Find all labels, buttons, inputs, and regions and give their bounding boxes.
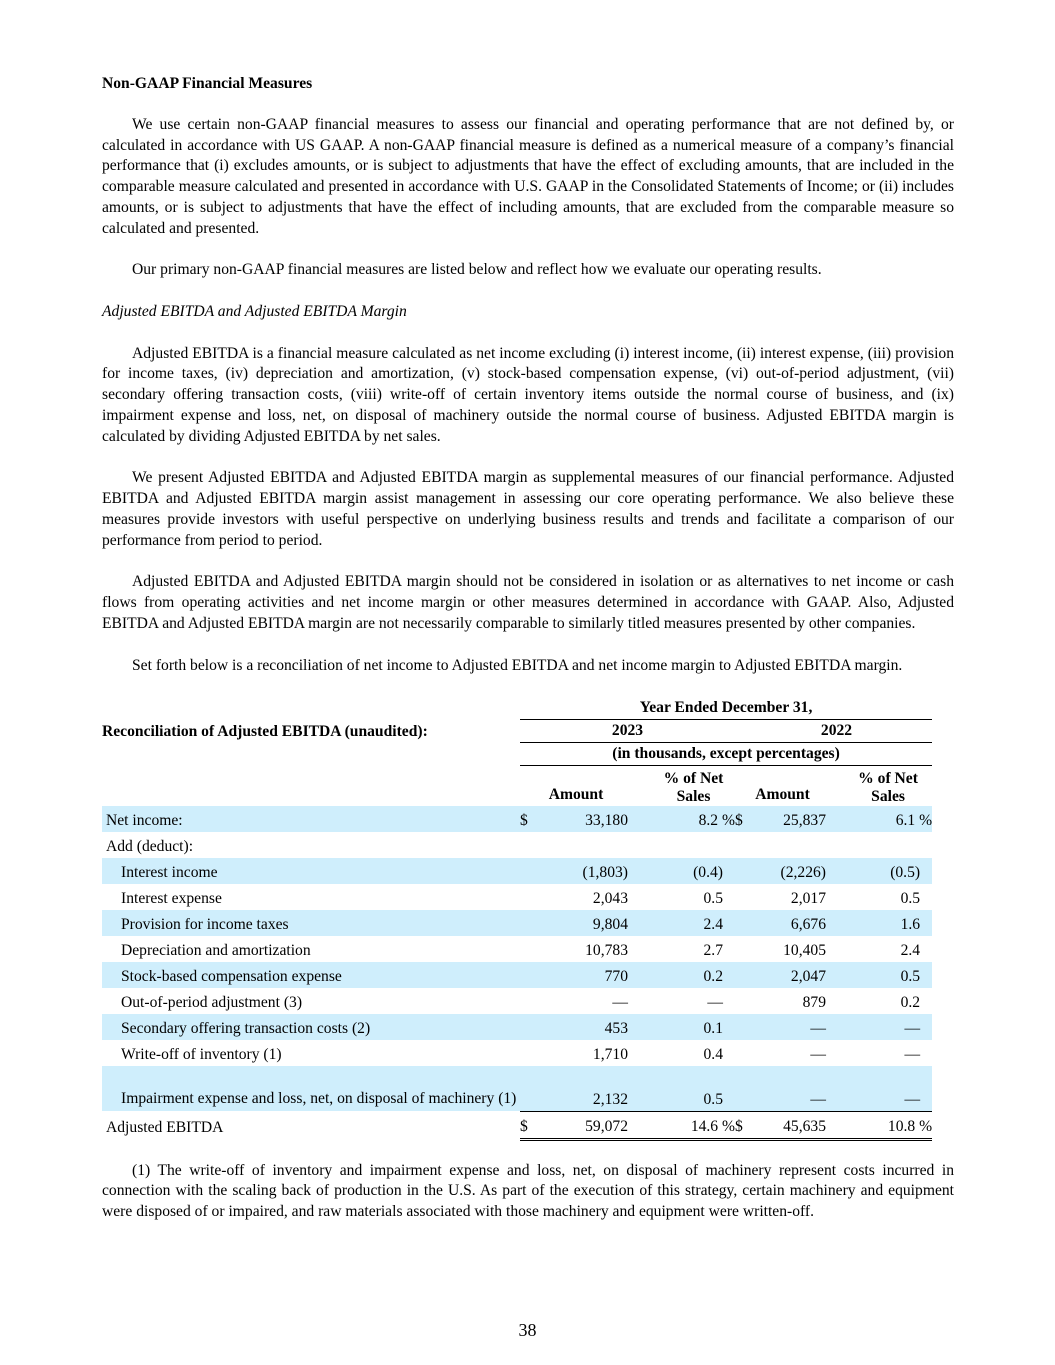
cell-p2: 2.4 bbox=[900, 942, 921, 960]
cell-p2: 6.1 % bbox=[830, 806, 932, 832]
cell-p2: (0.5) bbox=[830, 858, 932, 884]
cell-a2: — bbox=[755, 1066, 830, 1111]
cell-a1 bbox=[542, 832, 632, 858]
cell-d1 bbox=[520, 910, 542, 936]
cell-d2: $ bbox=[735, 1111, 755, 1139]
cell-p2: 1.6 bbox=[830, 910, 932, 936]
row-label: Impairment expense and loss, net, on disposal of machinery (1) bbox=[102, 1066, 520, 1111]
cell-p2: — bbox=[830, 1014, 932, 1040]
cell-d2 bbox=[735, 884, 755, 910]
cell-d1 bbox=[520, 1040, 542, 1066]
paragraph: Our primary non-GAAP financial measures are listed below and reflect how we evaluate our operating results. bbox=[132, 261, 822, 279]
row-label: Secondary offering transaction costs (2) bbox=[102, 1014, 520, 1040]
cell-p1: 0.4 bbox=[703, 1046, 723, 1064]
cell-d1 bbox=[520, 858, 542, 884]
pct-header: % of Net Sales bbox=[663, 770, 724, 806]
cell-a2: 45,635 bbox=[755, 1111, 830, 1139]
table-title: Reconciliation of Adjusted EBITDA (unaudited): bbox=[102, 722, 428, 740]
cell-a1: 10,783 bbox=[585, 942, 628, 960]
pct-header: % of Net Sales bbox=[858, 770, 918, 806]
cell-a1: 33,180 bbox=[542, 806, 632, 832]
cell-d1 bbox=[520, 936, 542, 962]
cell-d2 bbox=[735, 910, 755, 936]
cell-d2 bbox=[735, 832, 755, 858]
cell-a2: 25,837 bbox=[755, 806, 830, 832]
paragraph: Set forth below is a reconciliation of net income to Adjusted EBITDA and net income margin to Adjusted EBITDA margin. bbox=[132, 656, 903, 674]
table-row bbox=[102, 1066, 932, 1111]
cell-a2: 2,017 bbox=[790, 890, 826, 908]
row-label: Interest income bbox=[102, 858, 520, 884]
cell-d1: $ bbox=[520, 1111, 542, 1139]
paragraph: Adjusted EBITDA and Adjusted EBITDA margin should not be considered in isolation or as alternatives to net income or cash flows from operating activities and net income margin or other measures determined in accordance with GAAP. Also, Adjusted EBITDA and Adjusted EBITDA margin are not necessarily comparable to similarly titled measures presented by other companies. bbox=[102, 573, 954, 632]
table-row bbox=[102, 1040, 932, 1066]
cell-a2: (2,226) bbox=[755, 858, 830, 884]
cell-p1: 8.2 % bbox=[632, 806, 735, 832]
cell-a1: 453 bbox=[542, 1014, 632, 1040]
cell-p1: 0.1 bbox=[632, 1014, 735, 1040]
cell-p1: 2.4 bbox=[632, 910, 735, 936]
cell-p2: — bbox=[830, 1066, 932, 1111]
cell-p2: 0.5 bbox=[900, 890, 921, 908]
table-row bbox=[102, 1111, 932, 1139]
table-row bbox=[102, 806, 932, 832]
table-row bbox=[102, 962, 932, 988]
cell-a1: 1,710 bbox=[592, 1046, 628, 1064]
cell-d2 bbox=[735, 1066, 755, 1111]
row-label: Net income: bbox=[102, 806, 520, 832]
row-label: Out-of-period adjustment (3) bbox=[121, 994, 303, 1012]
cell-p2: 0.2 bbox=[900, 994, 921, 1012]
cell-p1: (0.4) bbox=[632, 858, 735, 884]
amount-header: Amount bbox=[755, 786, 810, 804]
cell-p2: 0.5 bbox=[830, 962, 932, 988]
cell-a1: (1,803) bbox=[542, 858, 632, 884]
paragraph: We use certain non-GAAP financial measures to assess our financial and operating performance that are not defined by, or calculated in accordance with US GAAP. A non-GAAP financial measure is defined as a numerical measure of a company’s financial performance that (i) excludes amounts, or is subject to adjustments that have the effect of excluding amounts, that are included in the comparable measure calculated and presented in accordance with U.S. GAAP in the Consolidated Statements of Income; or (ii) includes amounts, or is subject to adjustments that have the effect of including amounts, that are excluded from the comparable measure so calculated and presented. bbox=[102, 115, 954, 237]
table-row bbox=[102, 884, 932, 910]
page-number: 38 bbox=[518, 1320, 537, 1340]
cell-a1: 59,072 bbox=[542, 1111, 632, 1139]
section-heading: Non-GAAP Financial Measures bbox=[102, 75, 313, 92]
cell-p1: — bbox=[707, 994, 723, 1012]
table-row bbox=[102, 858, 932, 884]
amount-header: Amount bbox=[548, 786, 604, 804]
cell-a2: 2,047 bbox=[755, 962, 830, 988]
cell-a1: 770 bbox=[542, 962, 632, 988]
cell-d1: $ bbox=[520, 806, 542, 832]
cell-d1 bbox=[520, 1014, 542, 1040]
cell-p1: 0.5 bbox=[632, 1066, 735, 1111]
units-header: (in thousands, except percentages) bbox=[520, 743, 932, 766]
cell-d1 bbox=[520, 832, 542, 858]
cell-d1 bbox=[520, 962, 542, 988]
cell-p1: 2.7 bbox=[703, 942, 723, 960]
cell-p1: 0.2 bbox=[632, 962, 735, 988]
year-header: 2023 bbox=[520, 720, 735, 743]
cell-p2 bbox=[830, 832, 932, 858]
cell-a2: 879 bbox=[802, 994, 826, 1012]
cell-a2: — bbox=[810, 1046, 826, 1064]
cell-d2 bbox=[735, 936, 755, 962]
cell-a1: — bbox=[612, 994, 628, 1012]
cell-p1: 0.5 bbox=[703, 890, 723, 908]
table-row bbox=[102, 910, 932, 936]
cell-d1 bbox=[520, 1066, 542, 1111]
cell-d2 bbox=[735, 858, 755, 884]
table-row bbox=[102, 1014, 932, 1040]
row-label: Stock-based compensation expense bbox=[102, 962, 520, 988]
cell-a2: — bbox=[755, 1014, 830, 1040]
row-label: Provision for income taxes bbox=[102, 910, 520, 936]
cell-d2 bbox=[735, 1040, 755, 1066]
cell-p1: 14.6 % bbox=[632, 1111, 735, 1139]
cell-d1 bbox=[520, 988, 542, 1014]
cell-p2: 10.8 % bbox=[830, 1111, 932, 1139]
table-row bbox=[102, 936, 932, 962]
table-row bbox=[102, 832, 932, 858]
paragraph: Adjusted EBITDA is a financial measure calculated as net income excluding (i) interest income, (ii) interest expense, (iii) provision for income taxes, (iv) depreciation and amortization, (v) stock-based compensation expense, (vi) out-of-period adjustment, (vii) secondary offering transaction costs, (viii) write-off of certain inventory items outside the normal course of business, and (ix) impairment expense and loss, net, on disposal of machinery outside the normal course of business. Adjusted EBITDA margin is calculated by dividing Adjusted EBITDA by net sales. bbox=[102, 344, 954, 445]
cell-a1: 9,804 bbox=[542, 910, 632, 936]
row-label: Depreciation and amortization bbox=[121, 942, 311, 960]
cell-a2: 10,405 bbox=[783, 942, 826, 960]
period-header: Year Ended December 31, bbox=[520, 697, 932, 720]
row-label: Interest expense bbox=[121, 890, 222, 908]
row-label: Add (deduct): bbox=[106, 838, 194, 856]
cell-a2 bbox=[755, 832, 830, 858]
year-header: 2022 bbox=[735, 720, 932, 743]
footnote: (1) The write-off of inventory and impairment expense and loss, net, on disposal of machinery represent costs incurred in connection with the scaling back of production in the U.S. As part of the execution of this strategy, certain machinery and equipment were disposed of or impaired, and raw materials associated with those machinery and equipment were written-off. bbox=[102, 1161, 954, 1221]
cell-p1 bbox=[632, 832, 735, 858]
row-label: Write-off of inventory (1) bbox=[121, 1046, 282, 1064]
cell-a2: 6,676 bbox=[755, 910, 830, 936]
cell-a1: 2,043 bbox=[592, 890, 628, 908]
cell-d2 bbox=[735, 988, 755, 1014]
cell-d2 bbox=[735, 1014, 755, 1040]
row-label: Adjusted EBITDA bbox=[106, 1119, 224, 1137]
cell-d2: $ bbox=[735, 806, 755, 832]
cell-d1 bbox=[520, 884, 542, 910]
table-row bbox=[102, 988, 932, 1014]
paragraph: We present Adjusted EBITDA and Adjusted EBITDA margin as supplemental measures of our financial performance. Adjusted EBITDA and Adjusted EBITDA margin assist management in assessing our core operating performance. We also believe these measures provide investors with useful perspective on underlying business results and trends and facilitate a comparison of our performance from period to period. bbox=[102, 469, 954, 549]
reconciliation-table bbox=[102, 697, 932, 1141]
subheading: Adjusted EBITDA and Adjusted EBITDA Margin bbox=[102, 302, 407, 320]
cell-a1: 2,132 bbox=[542, 1066, 632, 1111]
cell-d2 bbox=[735, 962, 755, 988]
cell-p2: — bbox=[904, 1046, 921, 1064]
